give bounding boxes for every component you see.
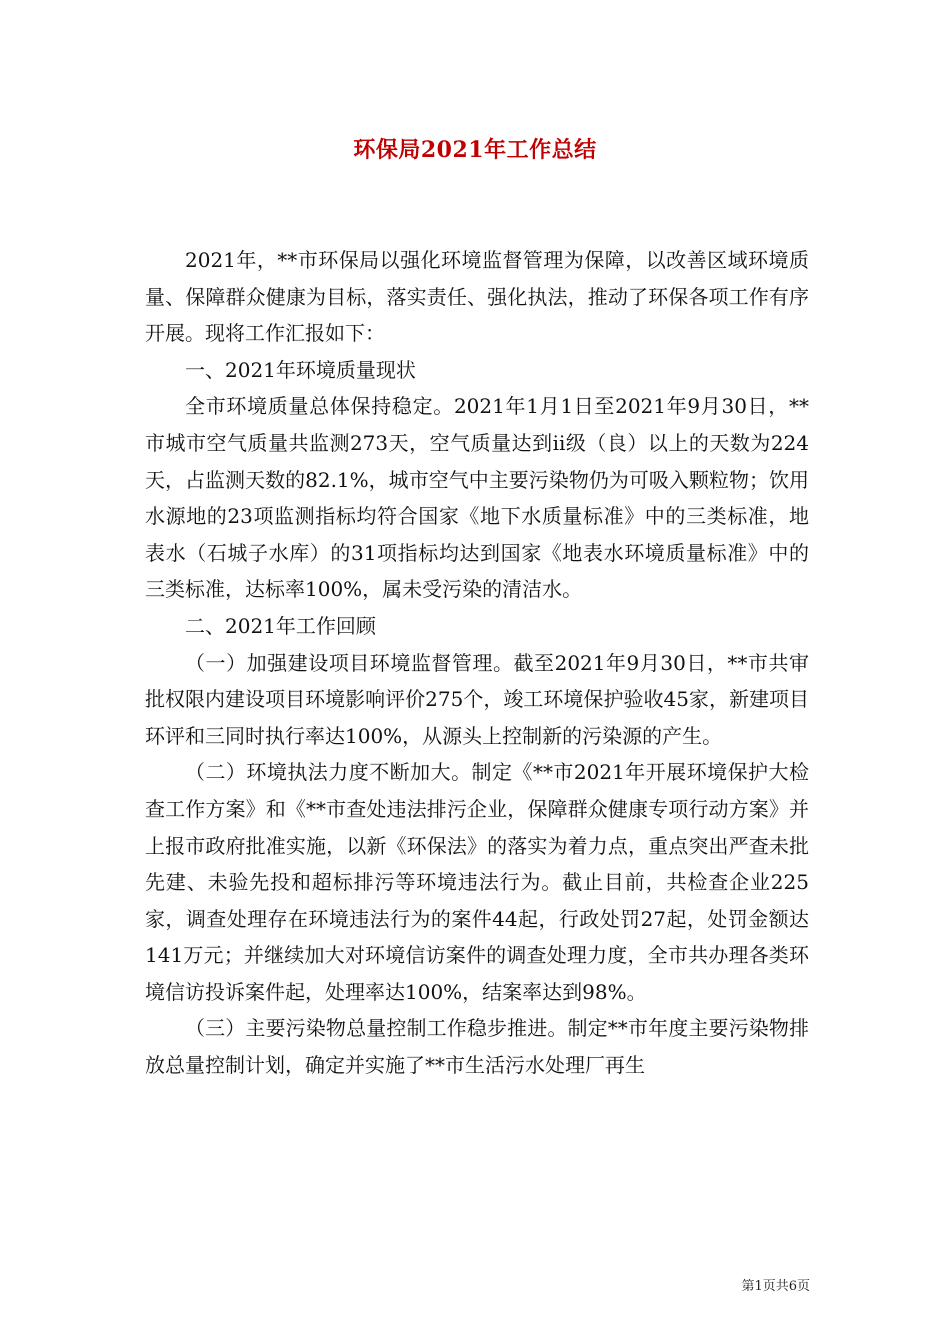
page-number: 第1页共6页	[741, 1279, 810, 1294]
document-title: 环保局2021年工作总结	[353, 137, 597, 163]
section-heading-1: 一、2021年环境质量现状	[185, 357, 416, 382]
paragraph-project-management: （一）加强建设项目环境监督管理。截至2021年9月30日，**市共审批权限内建设项目环境影响评价275个，竣工环境保护验收45家，新建项目环评和三同时执行率达100%，从源头上控制新的污染源的产生。	[145, 650, 809, 748]
paragraph-environment-quality: 全市环境质量总体保持稳定。2021年1月1日至2021年9月30日，**市城市空气质量共监测273天，空气质量达到ii级（良）以上的天数为224天，占监测天数的82.1%，城市空气中主要污染物仍为可吸入颗粒物；饮用水源地的23项监测指标均符合国家《地下水质量标准》中的三类标准，地表水（石城子水库）的31项指标均达到国家《地表水环境质量标准》中的三类标准，达标率100%，属未受污染的清洁水。	[145, 394, 809, 602]
paragraph-pollutant-control: （三）主要污染物总量控制工作稳步推进。制定**市年度主要污染物排放总量控制计划，确定并实施了**市生活污水处理厂再生	[145, 1016, 809, 1078]
paragraph-law-enforcement: （二）环境执法力度不断加大。制定《**市2021年开展环境保护大检查工作方案》和《**市查处违法排污企业，保障群众健康专项行动方案》并上报市政府批准实施，以新《环保法》的落实为着力点，重点突出严查未批先建、未验先投和超标排污等环境违法行为。截止目前，共检查企业225家，调查处理存在环境违法行为的案件44起，行政处罚27起，处罚金额达141万元；并继续加大对环境信访案件的调查处理力度，全市共办理各类环境信访投诉案件起，处理率达100%，结案率达到98%。	[145, 760, 809, 1004]
section-heading-2: 二、2021年工作回顾	[185, 613, 376, 638]
paragraph-intro: 2021年，**市环保局以强化环境监督管理为保障，以改善区域环境质量、保障群众健康为目标，落实责任、强化执法，推动了环保各项工作有序开展。现将工作汇报如下：	[145, 248, 809, 346]
document-body	[145, 242, 809, 1084]
